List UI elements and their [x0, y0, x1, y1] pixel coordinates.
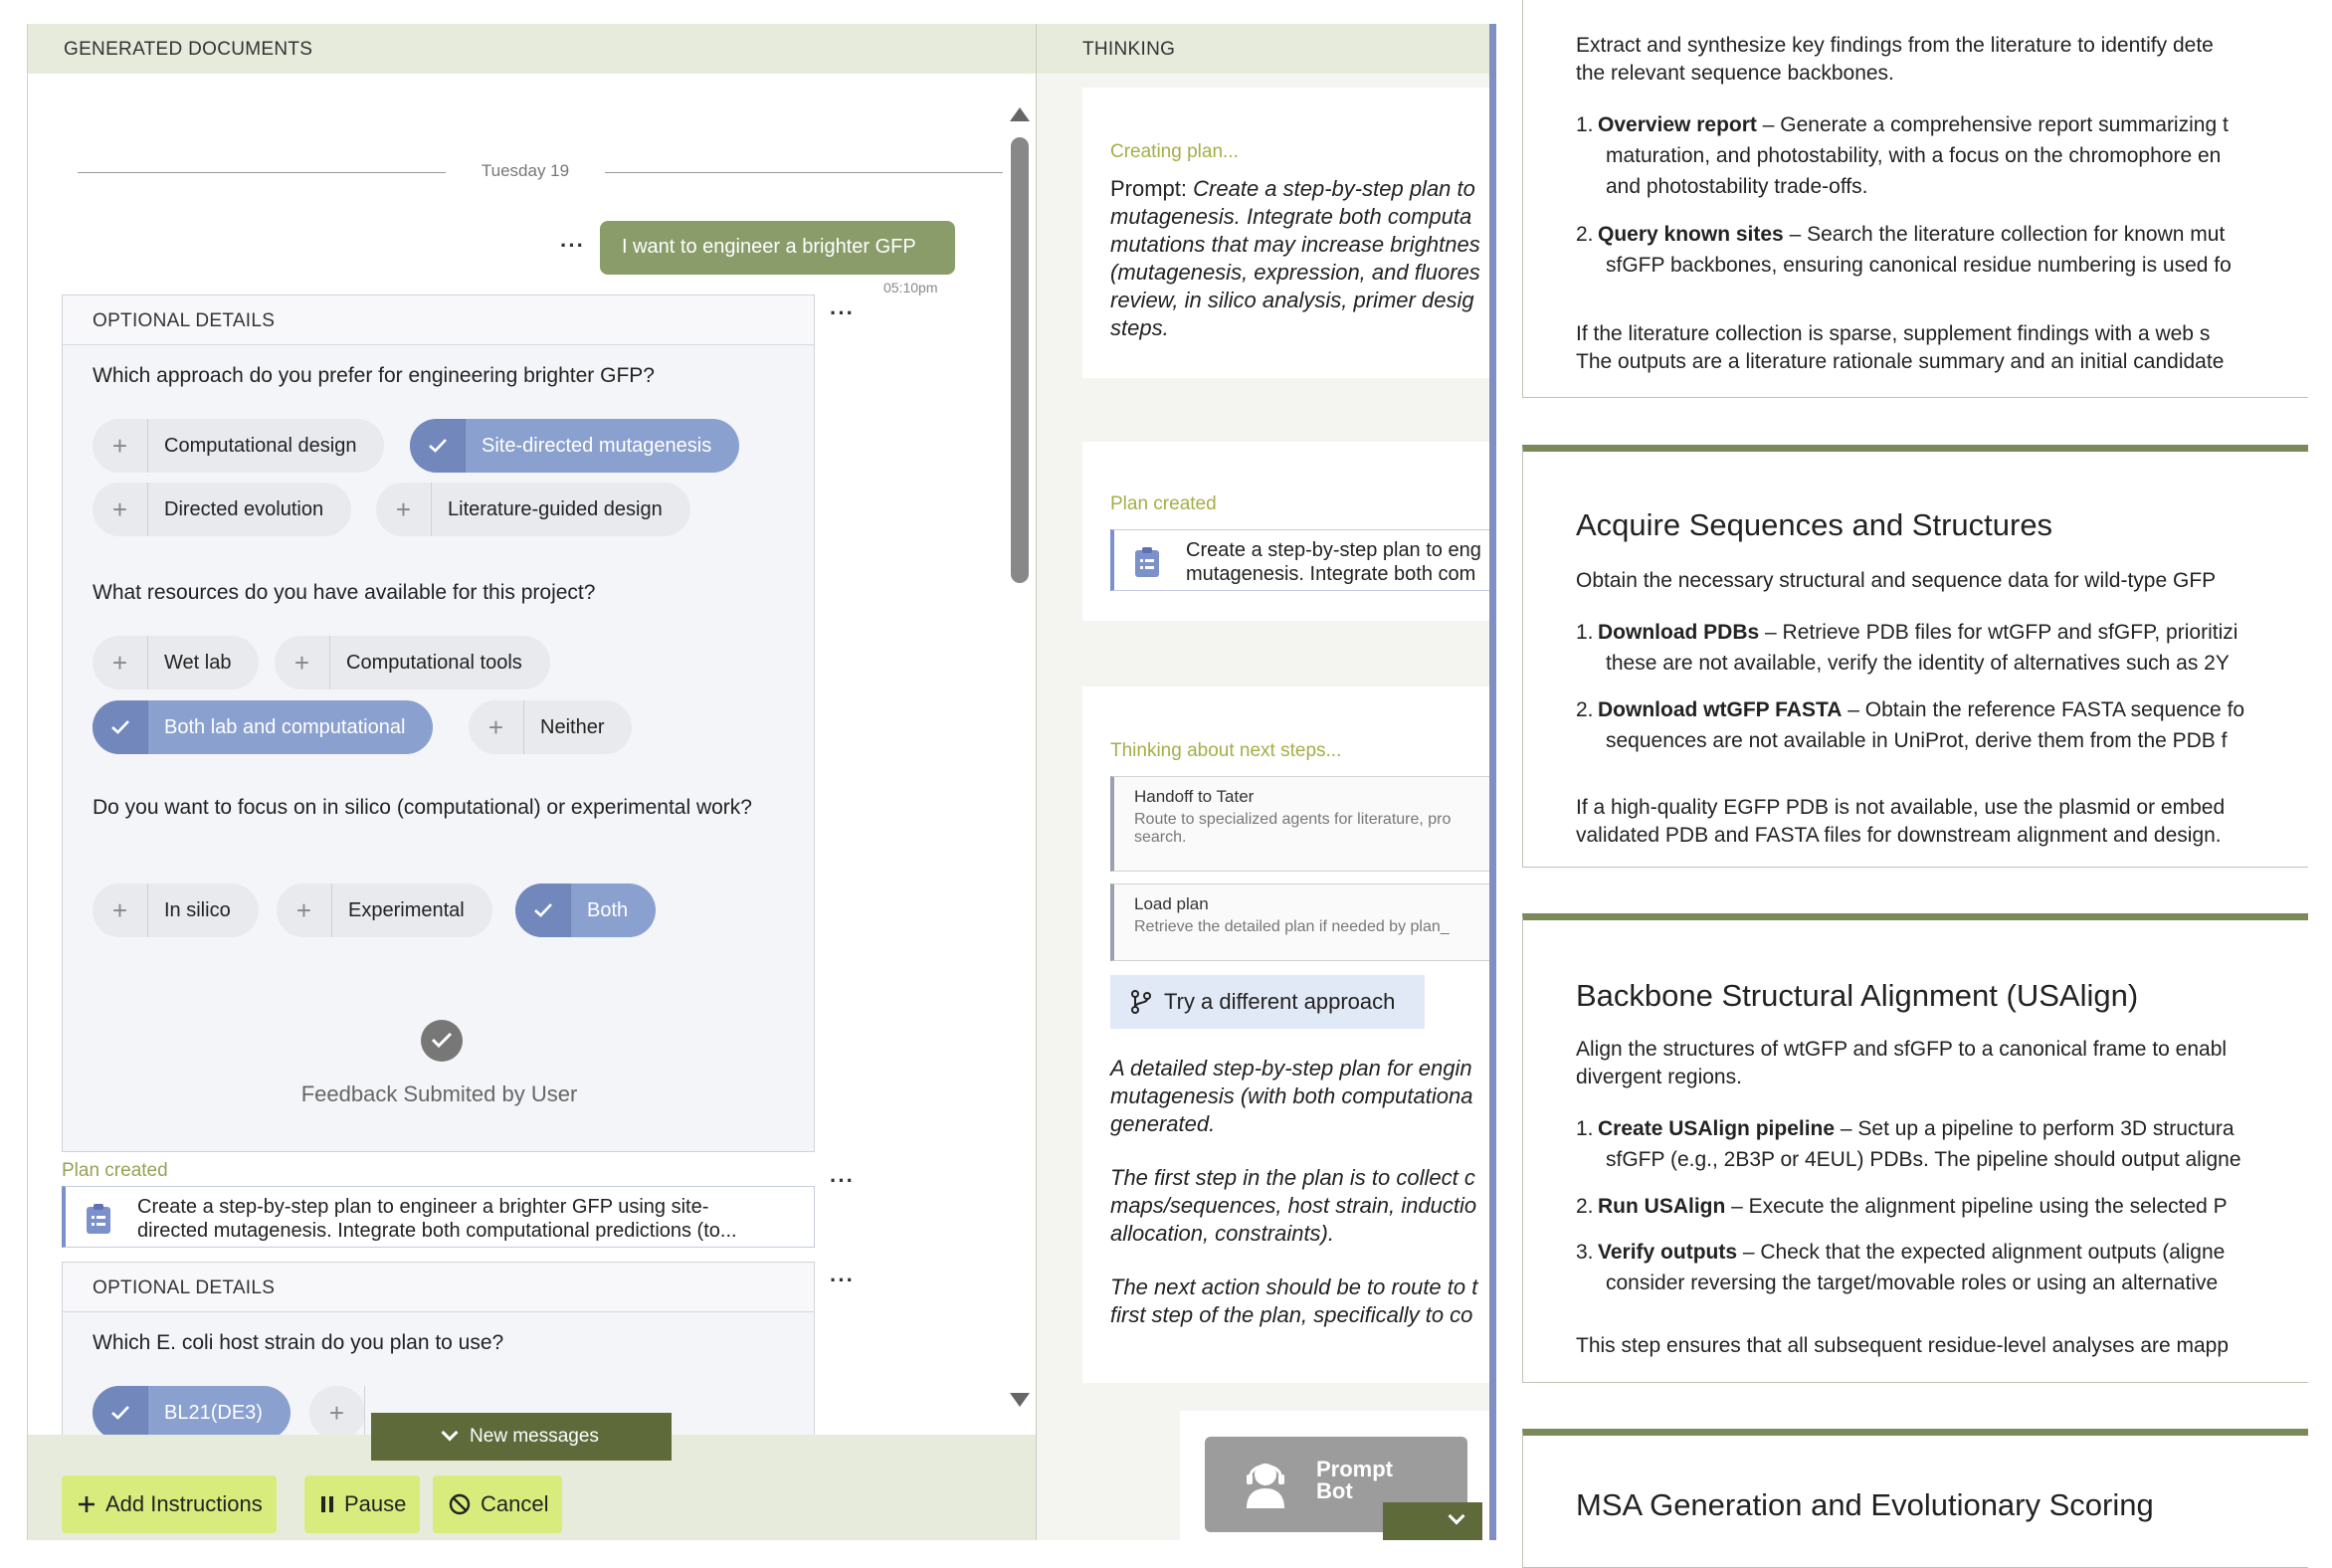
pause-label: Pause [344, 1491, 407, 1516]
cancel-icon [449, 1493, 471, 1515]
option-neither[interactable]: + Neither [469, 700, 632, 754]
separator-line [605, 172, 1003, 173]
panel-header: THINKING [1037, 24, 1490, 74]
question-focus: Do you want to focus on in silico (computational) or experimental work? [93, 796, 752, 819]
prompt-line: mutations that may increase brightnes [1110, 232, 1480, 257]
plus-icon: + [376, 483, 432, 536]
plan-text [137, 1195, 794, 1243]
plan-menu-icon[interactable]: ··· [830, 1168, 855, 1193]
cancel-button[interactable] [433, 1475, 562, 1533]
load-plan-tool-card[interactable] [1110, 883, 1518, 961]
doc-paragraph: Obtain the necessary structural and sequence data for wild-type GFP [1576, 569, 2217, 592]
doc-section-literature [1522, 0, 2308, 398]
doc-paragraph [1576, 1036, 2332, 1091]
prompt-bot-line: Bot [1316, 1478, 1353, 1503]
prompt-line: review, in silico analysis, primer desig [1110, 288, 1474, 312]
prompt-line: mutagenesis. Integrate both computa [1110, 204, 1472, 229]
doc-item-title: Verify outputs [1598, 1241, 1738, 1264]
doc-line: these are not available, verify the identity of alternatives such as 2Y [1606, 652, 2230, 675]
section-heading: Acquire Sequences and Structures [1576, 507, 2053, 542]
handoff-title: Handoff to Tater [1134, 787, 1255, 806]
doc-paragraph: This step ensures that all subsequent residue-level analyses are mapp [1576, 1334, 2230, 1357]
plan-text-line: Create a step-by-step plan to engineer a brighter GFP using site- [137, 1196, 709, 1218]
card-menu-icon[interactable]: ··· [830, 1268, 855, 1292]
plan-created-label: Plan created [1110, 493, 1217, 514]
doc-list-item: 3. Verify outputs – Check that the expected alignment outputs (aligne consider reversing the target/movable roles or using an alternative [1576, 1237, 2332, 1298]
bot-avatar-icon [1241, 1457, 1290, 1515]
doc-line: sfGFP (e.g., 2B3P or 4EUL) PDBs. The pipeline should output aligne [1606, 1148, 2241, 1171]
doc-paragraph [1576, 32, 2332, 88]
chat-scroll-area[interactable] [28, 74, 1037, 1447]
option-computational-tools[interactable]: + Computational tools [275, 636, 550, 689]
doc-line: validated PDB and FASTA files for downstream alignment and design. [1576, 824, 2222, 847]
thinking-line: The first step in the plan is to collect c [1110, 1165, 1475, 1190]
doc-item-title: Run USAlign [1598, 1195, 1726, 1218]
doc-line: sfGFP backbones, ensuring canonical residue numbering is used fo [1606, 254, 2232, 277]
clipboard-icon [1134, 546, 1160, 583]
message-timestamp: 05:10pm [883, 280, 938, 295]
doc-line: If a high-quality EGFP PDB is not available, use the plasmid or embed [1576, 796, 2226, 819]
doc-line: Extract and synthesize key findings from the literature to identify dete [1576, 34, 2214, 57]
doc-line: – Execute the alignment pipeline using the selected P [1725, 1195, 2228, 1218]
doc-line: – Set up a pipeline to perform 3D structura [1835, 1117, 2235, 1140]
doc-line: the relevant sequence backbones. [1576, 62, 1894, 85]
prompt-line: steps. [1110, 315, 1169, 340]
thinking-paragraph [1110, 1164, 1528, 1248]
separator-line [78, 172, 446, 173]
thinking-panel [1036, 24, 1489, 1540]
doc-list-item: 2. Download wtGFP FASTA – Obtain the reference FASTA sequence fo sequences are not available in UniProt, derive them from the PDB f [1576, 694, 2332, 756]
plan-created-label: Plan created [62, 1160, 168, 1181]
prompt-bot-label [1316, 1459, 1393, 1502]
doc-line: consider reversing the target/movable roles or using an alternative [1606, 1272, 2219, 1294]
doc-paragraph [1576, 794, 2332, 850]
optional-details-card [62, 294, 815, 1152]
doc-list-item: 2. Query known sites – Search the literature collection for known mut sfGFP backbones, ensuring canonical residue numbering is used fo [1576, 219, 2332, 281]
handoff-description: search. [1134, 829, 1187, 846]
prompt-bot-line: Prompt [1316, 1457, 1393, 1481]
plan-created-card [1082, 442, 1490, 621]
option-wet-lab[interactable]: + Wet lab [93, 636, 259, 689]
generated-documents-panel [27, 24, 1036, 1540]
question-approach: Which approach do you prefer for engineering brighter GFP? [93, 364, 655, 387]
creating-plan-label: Creating plan... [1110, 141, 1239, 162]
plus-icon: + [275, 636, 330, 689]
option-computational-design[interactable]: + Computational design [93, 419, 384, 473]
panel-header: GENERATED DOCUMENTS [28, 24, 1037, 74]
plus-icon: + [277, 883, 332, 937]
pause-button[interactable] [304, 1475, 420, 1533]
prompt-bot-expand-button[interactable] [1383, 1502, 1482, 1540]
doc-section-msa [1522, 1429, 2308, 1568]
thinking-line: A detailed step-by-step plan for engin [1110, 1056, 1472, 1080]
panel-divider[interactable] [1489, 24, 1496, 1540]
load-plan-description: Retrieve the detailed plan if needed by plan_ [1134, 918, 1450, 935]
scroll-up-icon[interactable] [1010, 107, 1030, 121]
option-experimental[interactable]: + Experimental [277, 883, 492, 937]
question-resources: What resources do you have available for this project? [93, 581, 596, 604]
plan-text-line: mutagenesis. Integrate both com [1186, 563, 1476, 585]
thinking-line: The next action should be to route to t [1110, 1274, 1478, 1299]
pause-icon [320, 1495, 334, 1513]
creating-plan-card [1082, 88, 1490, 378]
submitted-check-icon [421, 1020, 463, 1062]
doc-list-item: 1. Download PDBs – Retrieve PDB files for wtGFP and sfGFP, prioritizi these are not available, verify the identity of alternatives such as 2Y [1576, 617, 2332, 679]
option-site-directed-mutagenesis[interactable]: Site-directed mutagenesis [410, 419, 739, 473]
doc-section-acquire [1522, 445, 2308, 868]
chevron-down-icon [1449, 1508, 1465, 1525]
card-menu-icon[interactable]: ··· [830, 300, 855, 325]
plan-text-line: Create a step-by-step plan to eng [1186, 539, 1481, 561]
doc-line: divergent regions. [1576, 1066, 1742, 1088]
doc-line: – Check that the expected alignment outputs (aligne [1737, 1241, 2226, 1264]
add-instructions-label: Add Instructions [105, 1491, 263, 1516]
doc-item-title: Create USAlign pipeline [1598, 1117, 1836, 1140]
plus-icon: + [309, 1386, 365, 1440]
doc-list-item: 2. Run USAlign – Execute the alignment pipeline using the selected P [1576, 1195, 2228, 1218]
date-label: Tuesday 19 [481, 161, 570, 180]
doc-list-item: 1. Overview report – Generate a comprehensive report summarizing t maturation, and photostability, with a focus on the chromophore en and photostability trade-offs. [1576, 109, 2332, 202]
doc-line: and photostability trade-offs. [1606, 175, 1868, 198]
thinking-line: maps/sequences, host strain, inductio [1110, 1193, 1477, 1218]
option-bl21-de3[interactable]: BL21(DE3) [93, 1386, 291, 1440]
check-icon [515, 883, 571, 937]
prompt-text [1110, 175, 1528, 342]
doc-line: Align the structures of wtGFP and sfGFP to a canonical frame to enabl [1576, 1038, 2228, 1061]
plus-icon: + [93, 483, 148, 536]
check-icon [410, 419, 466, 473]
handoff-description: Route to specialized agents for literature, pro [1134, 811, 1452, 828]
new-messages-button[interactable] [371, 1413, 672, 1461]
scroll-down-icon[interactable] [1010, 1393, 1030, 1407]
handoff-tool-card[interactable] [1110, 776, 1518, 872]
scrollbar[interactable] [997, 74, 1037, 1435]
thinking-line: generated. [1110, 1111, 1216, 1136]
check-icon [93, 700, 148, 754]
doc-list-item: 1. Create USAlign pipeline – Set up a pipeline to perform 3D structura sfGFP (e.g., 2B3P or 4EUL) PDBs. The pipeline should output aligne [1576, 1113, 2332, 1175]
plus-icon [78, 1495, 96, 1513]
prompt-line: (mutagenesis, expression, and fluores [1110, 260, 1480, 285]
doc-item-title: Download PDBs [1598, 621, 1760, 644]
section-heading: Backbone Structural Alignment (USAlign) [1576, 978, 2139, 1013]
option-in-silico[interactable]: + In silico [93, 883, 259, 937]
card-title: OPTIONAL DETAILS [63, 1263, 814, 1312]
plan-created-box[interactable] [62, 1186, 815, 1248]
thinking-paragraph [1110, 1274, 1528, 1329]
section-heading: MSA Generation and Evolutionary Scoring [1576, 1487, 2154, 1522]
next-steps-label: Thinking about next steps... [1110, 740, 1342, 761]
doc-item-title: Query known sites [1598, 223, 1784, 246]
option-literature-guided-design[interactable]: + Literature-guided design [376, 483, 690, 536]
plan-created-box[interactable] [1110, 529, 1528, 591]
thinking-paragraph [1110, 1055, 1528, 1138]
add-instructions-button[interactable] [62, 1475, 277, 1533]
plan-text-line: directed mutagenesis. Integrate both computational predictions (to... [137, 1220, 737, 1242]
doc-section-alignment [1522, 913, 2308, 1383]
prompt-line: Create a step-by-step plan to [1193, 176, 1475, 201]
option-both[interactable]: Both [515, 883, 656, 937]
cancel-label: Cancel [481, 1491, 549, 1516]
doc-paragraph [1576, 320, 2332, 376]
option-directed-evolution[interactable]: + Directed evolution [93, 483, 351, 536]
option-both-lab-and-computational[interactable]: Both lab and computational [93, 700, 433, 754]
try-different-approach-button[interactable] [1110, 975, 1425, 1029]
message-menu-icon[interactable]: ··· [560, 233, 585, 258]
thinking-line: first step of the plan, specifically to co [1110, 1302, 1473, 1327]
try-different-approach-label: Try a different approach [1164, 989, 1396, 1014]
plus-icon: + [93, 636, 148, 689]
doc-line: – Generate a comprehensive report summarizing t [1756, 113, 2229, 136]
load-plan-title: Load plan [1134, 894, 1209, 913]
branch-icon [1130, 990, 1152, 1014]
feedback-submitted-text: Feedback Submited by User [300, 1081, 578, 1106]
plus-icon: + [93, 883, 148, 937]
doc-line: – Retrieve PDB files for wtGFP and sfGFP, prioritizi [1759, 621, 2238, 644]
doc-line: maturation, and photostability, with a focus on the chromophore en [1606, 144, 2222, 167]
doc-line: sequences are not available in UniProt, derive them from the PDB f [1606, 729, 2228, 752]
doc-item-title: Download wtGFP FASTA [1598, 698, 1843, 721]
thinking-line: mutagenesis (with both computationa [1110, 1083, 1473, 1108]
plus-icon: + [469, 700, 524, 754]
check-icon [93, 1386, 148, 1440]
thinking-line: allocation, constraints). [1110, 1221, 1334, 1246]
clipboard-icon [86, 1203, 111, 1240]
doc-line: If the literature collection is sparse, supplement findings with a web s [1576, 322, 2211, 345]
user-message-bubble: I want to engineer a brighter GFP [600, 221, 955, 275]
question-host-strain: Which E. coli host strain do you plan to use? [93, 1331, 504, 1354]
chevron-down-icon [442, 1425, 459, 1442]
doc-line: – Search the literature collection for known mut [1783, 223, 2226, 246]
date-separator [78, 161, 973, 185]
doc-line: – Obtain the reference FASTA sequence fo [1842, 698, 2245, 721]
document-panel[interactable] [1496, 0, 2300, 1554]
doc-line: The outputs are a literature rationale summary and an initial candidate [1576, 350, 2225, 373]
plus-icon: + [93, 419, 148, 473]
scroll-thumb[interactable] [1011, 137, 1029, 583]
card-title: OPTIONAL DETAILS [63, 295, 814, 345]
prompt-label: Prompt: [1110, 176, 1188, 201]
doc-item-title: Overview report [1598, 113, 1757, 136]
next-steps-card [1082, 686, 1490, 1383]
option-more[interactable] [309, 1386, 365, 1440]
new-messages-label: New messages [470, 1426, 599, 1447]
